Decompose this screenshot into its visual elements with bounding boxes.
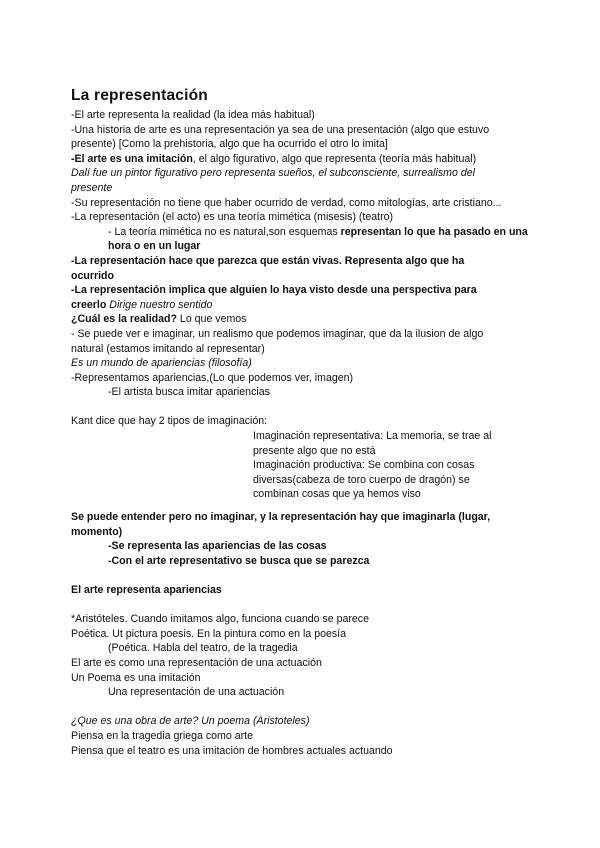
- italic-note: ¿Que es una obra de arte? Un poema (Aristoteles): [71, 715, 310, 728]
- paragraph: El arte es como una representación de una actuación: [71, 656, 322, 669]
- document-body: [71, 108, 531, 758]
- text: Lo que vemos: [176, 313, 247, 326]
- indented-paragraph: Una representación de una actuación: [108, 686, 285, 699]
- paragraph: *Aristóteles. Cuando imitamos algo, funciona cuando se parece: [71, 613, 369, 626]
- indented-paragraph: -El artista busca imitar apariencias: [108, 386, 270, 399]
- paragraph: -La representación (el acto) es una teoría mimética (misesis) (teatro): [71, 211, 394, 224]
- paragraph: Poética. Ut pictura poesis. En la pintura como en la poesía: [71, 627, 347, 640]
- paragraph: -Representamos apariencias,(Lo que podemos ver, imagen): [71, 371, 354, 384]
- bold-text: ¿Cuál es la realidad?: [71, 313, 177, 326]
- bold-text: -El arte es una imitación: [71, 152, 193, 165]
- paragraph: [71, 312, 531, 327]
- paragraph: -Una historia de arte es una representación ya sea de una presentación (algo que estuvo presente) [Como la prehistoria, algo que ha ocurrido el otro lo imita]: [71, 123, 490, 151]
- text: , el algo figurativo, algo que representa (teoría más habitual): [192, 152, 477, 165]
- paragraph: Piensa que el teatro es una imitación de hombres actuales actuando: [71, 744, 393, 757]
- paragraph: - Se puede ver e imaginar, un realismo que podemos imaginar, que da la ilusion de algo natural (estamos imitando al representar): [71, 327, 484, 355]
- bold-paragraph: -La representación hace que parezca que están vivas. Representa algo que ha ocurrido: [71, 254, 465, 282]
- italic-text: Dirige nuestro sentido: [109, 298, 213, 311]
- paragraph: -El arte representa la realidad (la idea más habitual): [71, 109, 315, 121]
- paragraph: Piensa en la tragedia griega como arte: [71, 729, 253, 742]
- bold-text: representan lo que ha pasado en una hora o en un lugar: [108, 225, 528, 253]
- bold-indented: -Con el arte representativo se busca que se parezca: [108, 554, 370, 567]
- bold-paragraph: Se puede entender pero no imaginar, y la representación hay que imaginarla (lugar, momento): [71, 511, 491, 538]
- italic-note: Es un mundo de apariencias (filosofía): [71, 357, 252, 370]
- italic-note: Dalí fue un pintor figurativo pero representa sueños, el subconsciente, surrealismo del presente: [71, 167, 475, 194]
- bold-indented: -Se representa las apariencias de las cosas: [108, 540, 327, 553]
- paragraph: [71, 152, 531, 167]
- text: - La teoría mimética no es natural,son esquemas: [108, 225, 341, 238]
- kant-item: Imaginación representativa: La memoria, se trae al presente algo que no está: [253, 430, 492, 457]
- paragraph: [71, 283, 511, 312]
- indented-paragraph: [71, 225, 530, 254]
- bold-text: -La representación implica que alguien lo haya visto desde una perspectiva para creerlo: [71, 284, 477, 311]
- paragraph: -Su representación no tiene que haber ocurrido de verdad, como mitologías, arte cristiano...: [71, 196, 502, 209]
- kant-item: Imaginación productiva: Se combina con cosas diversas(cabeza de toro cuerpo de dragón) se combinan cosas que ya hemos viso: [253, 459, 475, 501]
- page-title: La representación: [71, 87, 208, 104]
- paragraph: Kant dice que hay 2 tipos de imaginación:: [71, 415, 268, 428]
- paragraph: Un Poema es una imitación: [71, 671, 201, 684]
- section-heading: El arte representa apariencias: [71, 584, 222, 596]
- indented-paragraph: (Poética. Habla del teatro, de la tragedia: [108, 642, 298, 655]
